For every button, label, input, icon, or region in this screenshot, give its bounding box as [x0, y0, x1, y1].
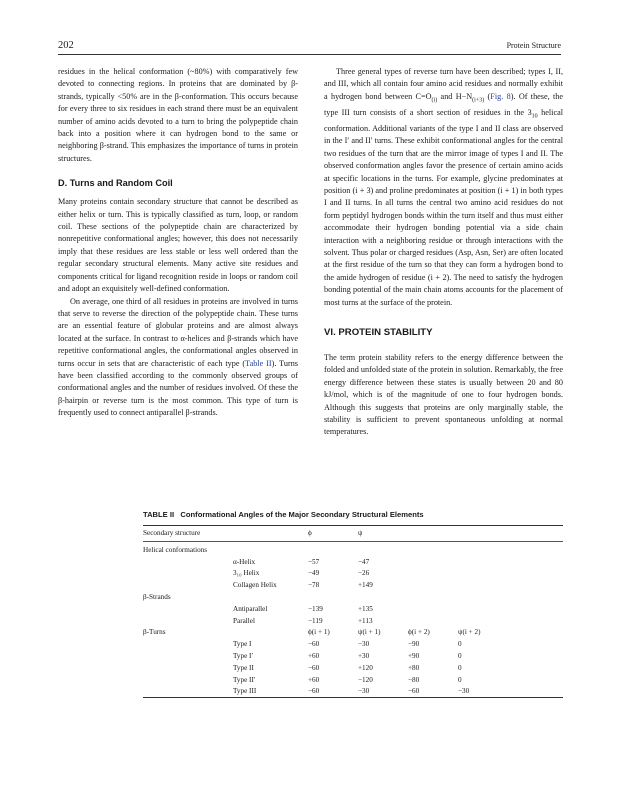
table-cell: ϕ(i + 2): [408, 628, 430, 637]
table-row: [143, 568, 563, 580]
figure-ref-link[interactable]: Fig. 8: [490, 91, 511, 101]
table-cell: −30: [458, 687, 470, 696]
table-cell: +60: [308, 652, 320, 661]
table-cell: −60: [308, 640, 320, 649]
table-cell: +80: [408, 663, 420, 672]
table-cell: 3₁₀ Helix: [233, 569, 260, 578]
table-header-row: [143, 526, 563, 541]
table-cell: −60: [308, 663, 320, 672]
page-number: 202: [58, 40, 74, 51]
table-cell: +149: [358, 581, 373, 590]
subscript-10: 10: [531, 113, 538, 120]
table-cell: [358, 591, 408, 603]
table-header-cell: [408, 526, 458, 541]
table-cell: [458, 556, 563, 568]
table-cell: Collagen Helix: [233, 581, 277, 590]
table-cell: −119: [308, 616, 323, 625]
table-row: [143, 603, 563, 615]
table-cell: +30: [358, 652, 370, 661]
table-row: [143, 638, 563, 650]
table-cell: [458, 544, 563, 556]
table-cell: Type II: [233, 663, 254, 672]
table-cell: [408, 544, 458, 556]
running-title: Protein Structure: [506, 41, 561, 50]
table-header-cell: [233, 526, 308, 541]
table-cell: [408, 579, 458, 591]
left-paragraph-3-text-b: ). Turns have been classified according to the commonly observed groups of conformational angles and the number of residues involved. Of these the β-hairpin or reverse turn is the most common. This type of turn is frequently used to connect antiparallel β-strands.: [58, 358, 298, 418]
table-cell: [408, 568, 458, 580]
table-cell: −30: [358, 640, 370, 649]
table-cell: [143, 579, 233, 591]
table-cell: [458, 591, 563, 603]
table-header-cell: ϕ: [308, 529, 312, 538]
conformational-angles-table: [143, 510, 563, 698]
left-paragraph-3-text-a: On average, one third of all residues in proteins are involved in turns that serve to reverse the direction of the polypeptide chain. These turns are an essential feature of globular proteins and are almost always located at the surface. In contrast to α-helices and β-strands which have repetitive conformational angles, the conformational angles observed in turns occur in sets that are characteristic of each type (: [58, 296, 298, 368]
table-cell: +120: [358, 663, 373, 672]
table-cell: [143, 615, 233, 627]
table-row: [143, 674, 563, 686]
table-cell: β-Turns: [143, 628, 166, 637]
right-column: [324, 66, 563, 439]
table-cell: Type II′: [233, 675, 256, 684]
table-cell: 0: [458, 640, 462, 649]
table-cell: Parallel: [233, 616, 255, 625]
table-cell: ϕ(i + 1): [308, 628, 330, 637]
table-cell: [458, 603, 563, 615]
table-cell: ψ(i + 2): [458, 628, 481, 637]
table-cell: 0: [458, 652, 462, 661]
table-cell: [143, 662, 233, 674]
subscript-i-plus-3: (i+3): [472, 97, 485, 104]
table-cell: Type III: [233, 687, 257, 696]
table-cell: +135: [358, 604, 373, 613]
table-cell: −90: [408, 640, 420, 649]
table-cell: Helical conformations: [143, 545, 208, 554]
table-cell: Antiparallel: [233, 604, 268, 613]
table-row: [143, 650, 563, 662]
table-cell: [458, 615, 563, 627]
left-column: [58, 66, 298, 420]
table-cell: [408, 556, 458, 568]
table-row: [143, 662, 563, 674]
section-heading-stability: VI. PROTEIN STABILITY: [324, 327, 433, 338]
table-cell: −78: [308, 581, 320, 590]
table-cell: ψ(i + 1): [358, 628, 381, 637]
table-row: [143, 686, 563, 698]
table-cell: [458, 568, 563, 580]
table-row: [143, 615, 563, 627]
table-cell: [143, 650, 233, 662]
right-paragraph-1: [324, 66, 563, 309]
table-cell: Type I′: [233, 652, 254, 661]
table-cell: −47: [358, 557, 370, 566]
table-cell: −49: [308, 569, 320, 578]
table-bottom-rule: [143, 697, 563, 698]
table-cell: [408, 603, 458, 615]
right-paragraph-1-text-c: (: [484, 91, 491, 101]
table-cell: −57: [308, 557, 320, 566]
table-cell: α-Helix: [233, 557, 256, 566]
table-cell: [308, 544, 358, 556]
table-cell: [143, 674, 233, 686]
table-cell: −80: [408, 675, 420, 684]
right-paragraph-1-text-d: ). Of these, the type III turn consists of a short section of residues in the 3: [324, 91, 563, 117]
table-cell: −26: [358, 569, 370, 578]
table-cell: [143, 556, 233, 568]
table-cell: [143, 603, 233, 615]
left-paragraph-2: Many proteins contain secondary structure that cannot be described as either helix or turn. This is typically classified as turn, loop, or random coil. These sections of the polypeptide chain are characterized by nonrepetitive conformational angles; however, this does not necessarily imply that these residues are less stable or less well ordered than the regular secondary structural elements. Many active site residues and components critical for ligand recognition reside in loops or random coil and adopt an exquisitely well-defined conformation.: [58, 197, 298, 294]
table-cell: [308, 591, 358, 603]
table-cell: −60: [408, 687, 420, 696]
table-ref-link[interactable]: Table II: [245, 358, 272, 368]
right-paragraph-1-text-b: and H−N: [437, 91, 473, 101]
left-paragraph-3: [58, 296, 298, 420]
table-cell: +90: [408, 652, 420, 661]
table-cell: [408, 615, 458, 627]
table-cell: [233, 591, 308, 603]
table-cell: 0: [458, 675, 462, 684]
table-cell: [408, 591, 458, 603]
right-paragraph-1-text-e: helical conformation. Additional variants of the type I and II class are observed in the I′ and II′ turns. These exhibit conformational angles for the central two residues of the turn that are the mirror image of types I and II. The observed conformation angles favor the presence of certain amino acids at specific locations in the turns. For example, glycine predominates at position (i + 3) and proline predominates at position (i + 1) in both types I and II turns. In all turns the central two amino acid residues do not form peptidyl hydrogen bonds within the turn itself and thus must either accommodate their hydrogen bonding potential via a side chain interaction with a neighboring residue or through interactions with the solvent. Thus polar or charged residues (Asp, Asn, Ser) are often located at the first residue of the turn so that they can form a hydrogen bond to the amide hydrogen of residue (i + 2). The need to satisfy the hydrogen bonding potential of the main chain atoms accounts for the placement of most turns at the surface of the protein.: [324, 107, 564, 307]
table-cell: Type I: [233, 640, 252, 649]
table-cell: [233, 544, 308, 556]
table-title: Conformational Angles of the Major Secondary Structural Elements: [180, 510, 424, 519]
left-paragraph-1: residues in the helical conformation (~80%) with comparatively few devoted to connecting regions. In proteins that are dominated by β-strands, typically <50% are in the β-conformation. This occurs because for every three to six residues in each strand there must be an equivalent number of amino acids devoted to a turn to bring the polypeptide chain back into a position where it can hydrogen bond to the same or neighboring β-strand. This emphasizes the importance of turns in protein structures.: [58, 67, 298, 163]
table-cell: [143, 686, 233, 698]
table-cell: +60: [308, 675, 320, 684]
table-cell: [143, 568, 233, 580]
table-row: [143, 627, 563, 639]
table-cell: +113: [358, 616, 373, 625]
subscript-i: (i): [431, 97, 438, 104]
table-row: [143, 544, 563, 556]
table-cell: 0: [458, 663, 462, 672]
table-cell: −139: [308, 604, 323, 613]
right-paragraph-1-text-a: Three general types of reverse turn have been described; types I, II, and III, which all contain four amino acid residues and normally exhibit a hydrogen bond between C=O: [324, 67, 563, 101]
table-header-cell: ψ: [358, 529, 363, 538]
table-row: [143, 556, 563, 568]
angles-table: [143, 526, 563, 697]
table-cell: −60: [308, 687, 320, 696]
table-cell: [143, 638, 233, 650]
table-cell: [358, 544, 408, 556]
table-cell: β-Strands: [143, 593, 171, 602]
table-header-cell: Secondary structure: [143, 529, 201, 538]
table-row: [143, 591, 563, 603]
table-cell: −120: [358, 675, 373, 684]
table-header-cell: [458, 526, 563, 541]
right-paragraph-2: The term protein stability refers to the energy difference between the folded and unfolded state of the protein in solution. Remarkably, the free energy difference between these states is usually between 20 and 80 kJ/mol, which is of the magnitude of one to four hydrogen bonds. Although this suggests that proteins are only marginally stable, the stability is sufficient to prevent spontaneous unfolding at normal temperatures.: [324, 353, 563, 437]
table-caption: [143, 510, 563, 519]
section-heading-turns: D. Turns and Random Coil: [58, 178, 173, 189]
table-cell: [233, 627, 308, 639]
table-cell: −30: [358, 687, 370, 696]
table-label: TABLE II: [143, 510, 175, 519]
header-rule: [58, 54, 561, 55]
table-row: [143, 579, 563, 591]
table-cell: [458, 579, 563, 591]
